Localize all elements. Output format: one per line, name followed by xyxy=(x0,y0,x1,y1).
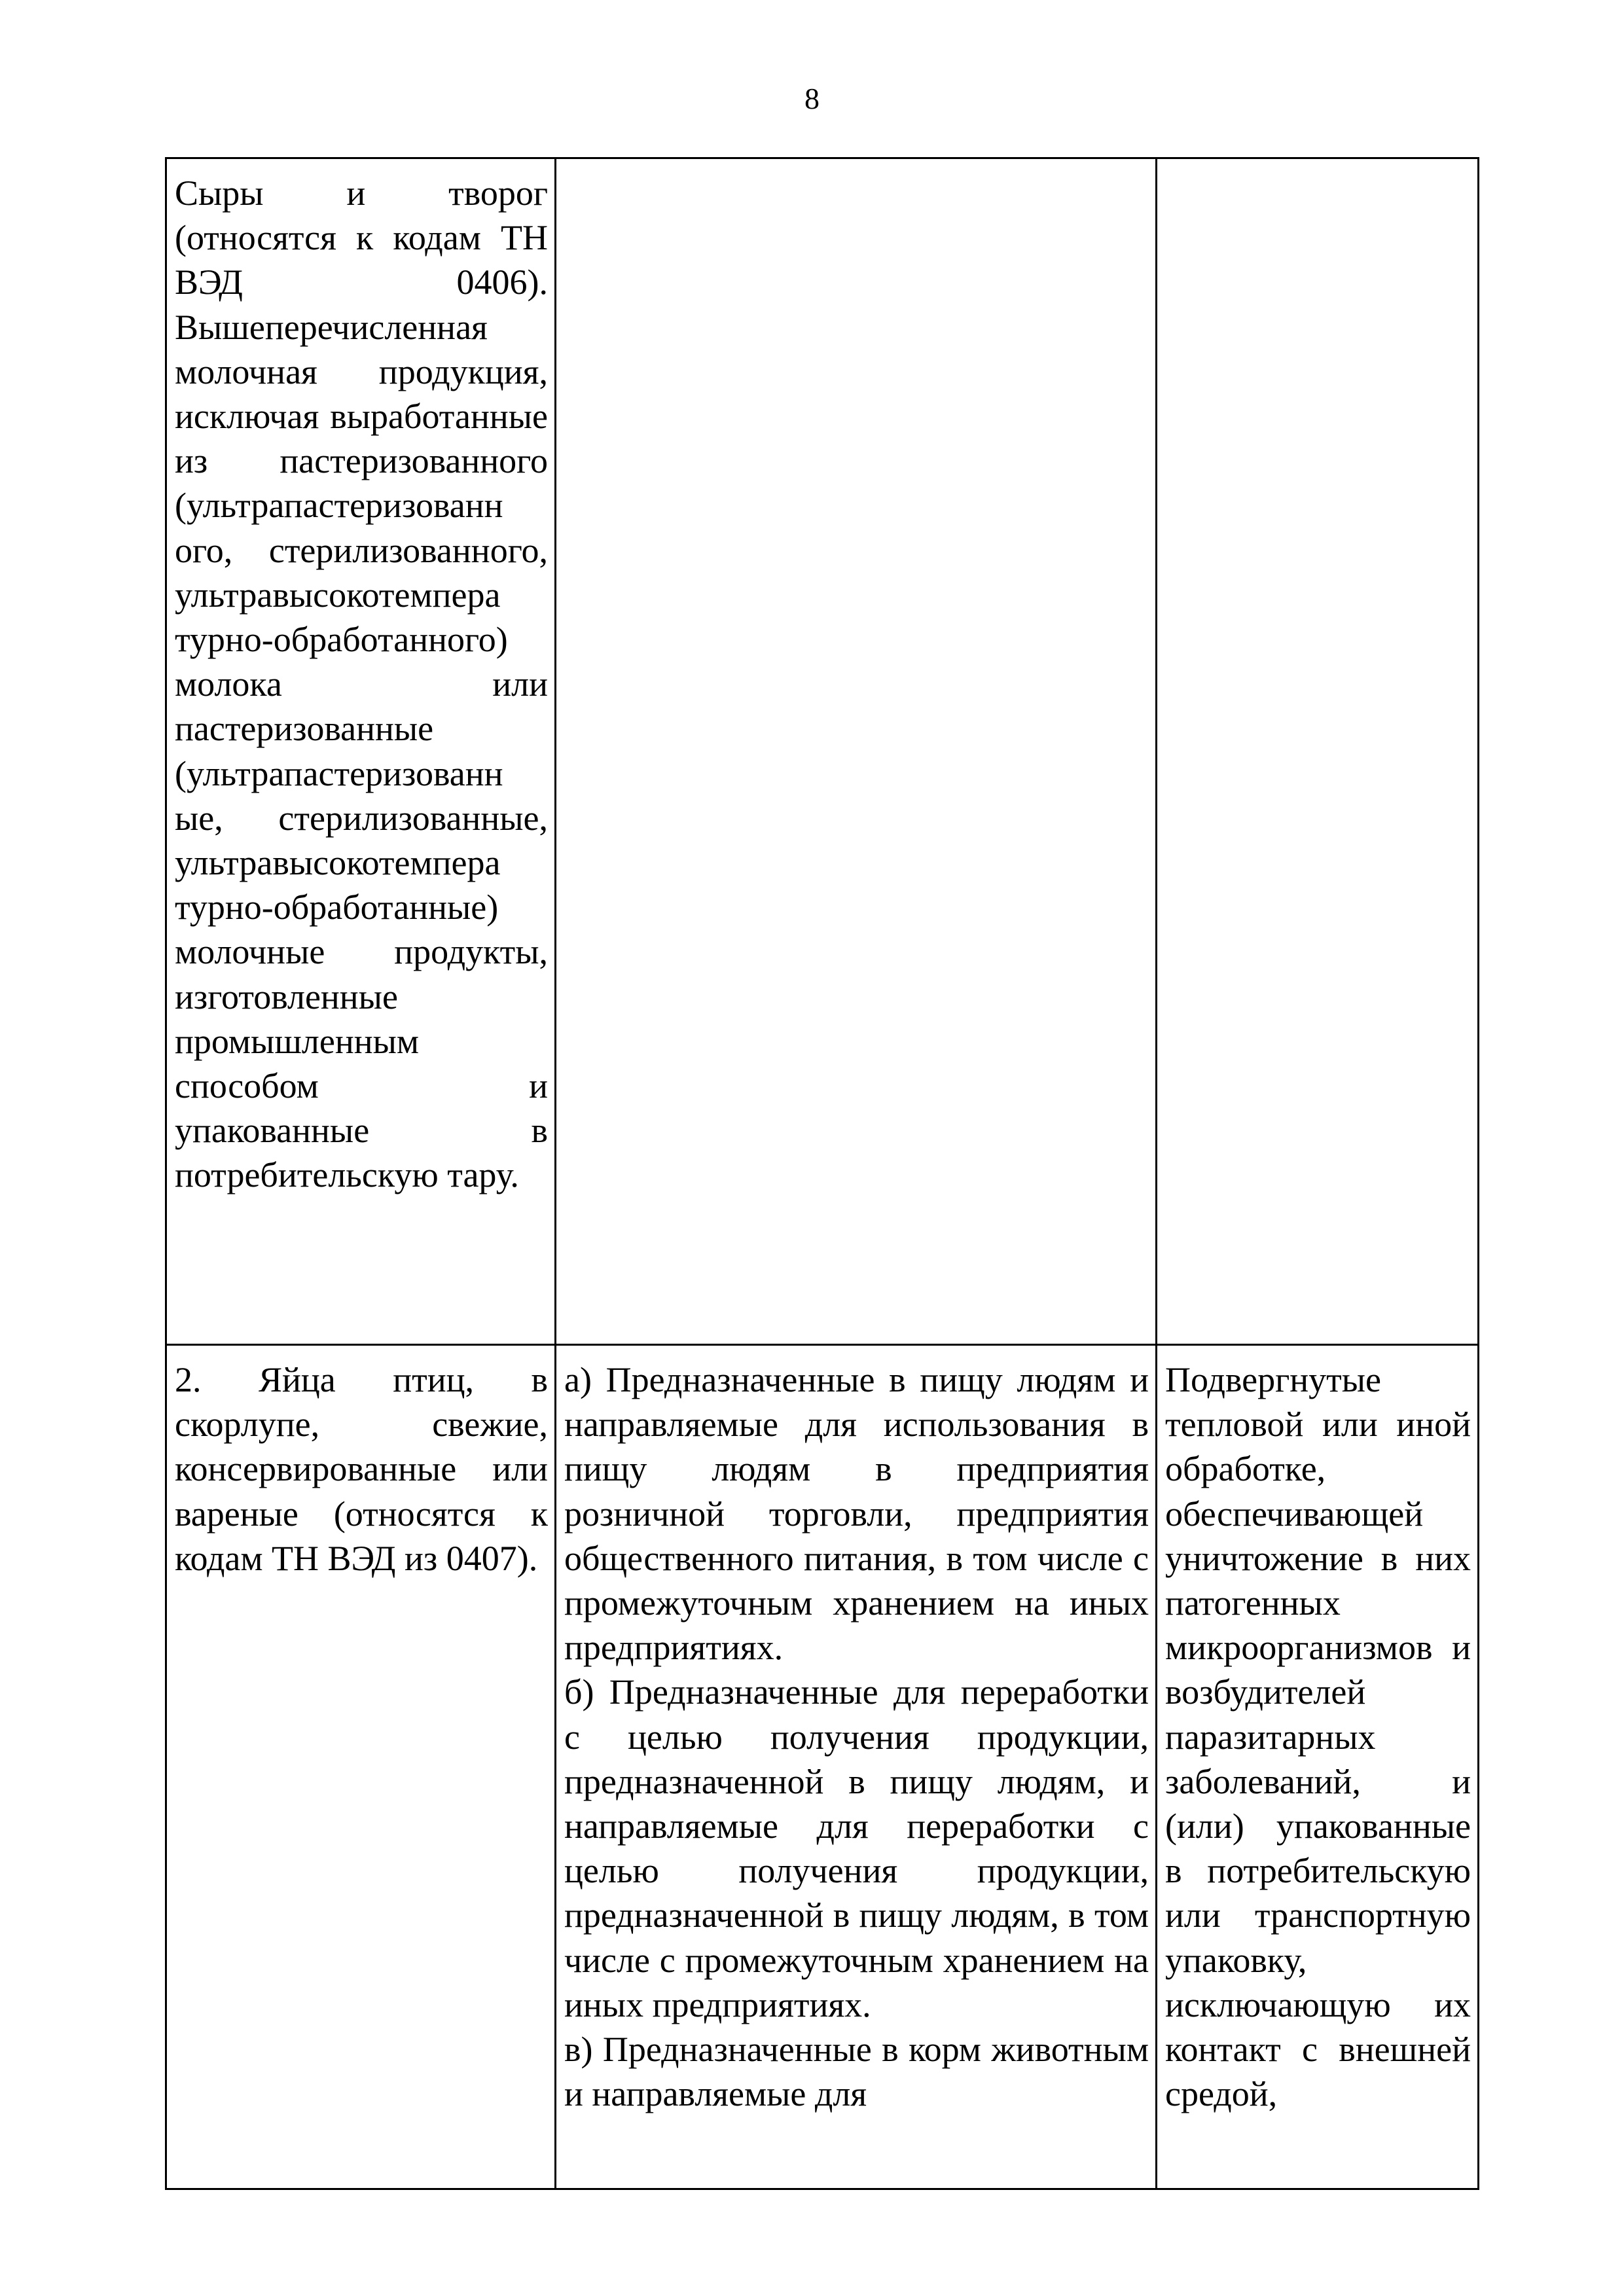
condition-cell xyxy=(1157,158,1479,1345)
purpose-cell xyxy=(556,158,1157,1345)
purpose-item-c: в) Предназначенные в корм животным и направляемые для xyxy=(564,2030,1149,2114)
regulation-table xyxy=(165,157,1479,2190)
product-cell: Сыры и творог (относятся к кодам ТН ВЭД 0406). Вышеперечисленная молочная продукция, исключая выработанные из пастеризованного (ультрапастеризованн ого, стерилизованного, ультравысокотемпера турно-обработанного) молока или пастеризованные (ультрапастеризованн ые, стерилизованные, ультравысокотемпера турно-обработанные) молочные продукты, изготовленные промышленным способом и упакованные в потребительскую тару. xyxy=(166,158,556,1345)
table-row xyxy=(166,158,1479,1345)
table-row xyxy=(166,1345,1479,2189)
purpose-item-a: а) Предназначенные в пищу людям и направляемые для использования в пищу людям в предприятия розничной торговли, предприятия общественного питания, в том числе с промежуточным хранением на иных предприятиях. xyxy=(564,1360,1149,1668)
purpose-item-b: б) Предназначенные для переработки с целью получения продукции, предназначенной в пищу людям, и направляемые для переработки с целью получения продукции, предназначенной в пищу людям, в том числе с промежуточным хранением на иных предприятиях. xyxy=(564,1672,1149,2024)
page-number: 8 xyxy=(804,82,820,115)
purpose-cell xyxy=(556,1345,1157,2189)
product-cell: 2. Яйца птиц, в скорлупе, свежие, консервированные или вареные (относятся к кодам ТН ВЭД из 0407). xyxy=(166,1345,556,2189)
condition-cell: Подвергнутые тепловой или иной обработке, обеспечивающей уничтожение в них патогенных микроорганизмов и возбудителей паразитарных заболеваний, и (или) упакованные в потребительскую или транспортную упаковку, исключающую их контакт с внешней средой, xyxy=(1157,1345,1479,2189)
